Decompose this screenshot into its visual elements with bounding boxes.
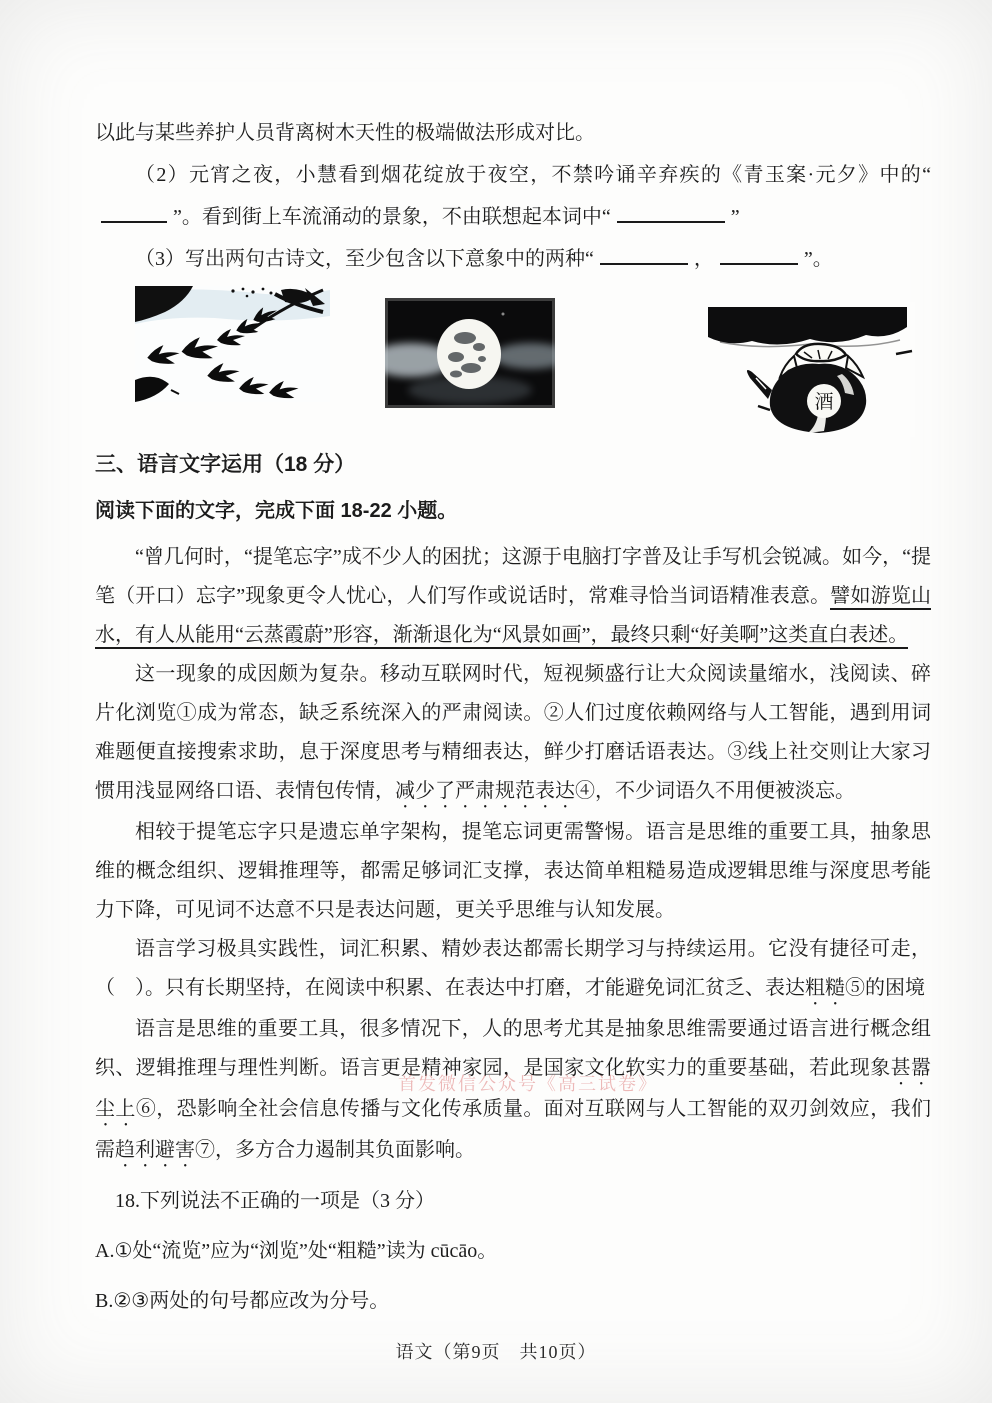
passage-paragraph-4: [95, 930, 931, 1010]
question18-option-b: B.②③两处的句号都应改为分号。: [95, 1290, 390, 1312]
imagery-illustrations-row: [95, 286, 931, 438]
p4-text-b: ⑤的困境: [845, 977, 925, 999]
passage-paragraph-1: [95, 538, 931, 655]
page-content: [95, 112, 931, 1322]
p5-text-b: ⑥，恐影响全社会信息传播与文化传承质量。面对互联网与人工智能的双刃剑效应，我们需: [95, 1098, 932, 1161]
page-footer: 语文（第9页 共10页）: [395, 1342, 597, 1362]
q17-part2-text-mid: ”。看到街上车流涌动的景象，不由联想起本词中“: [173, 206, 611, 228]
wine-character: 酒: [814, 392, 834, 413]
p5-emphasized-text-1: 甚嚣尘上: [95, 1057, 932, 1120]
question17-part3: [95, 238, 931, 280]
p5-text-a: 语言是思维的重要工具，很多情况下，人的思考尤其是抽象思维需要通过语言进行概念组织、逻辑推理与理性判断。语言更是精神家园，是国家文化软实力的重要基础，若此现象: [95, 1018, 931, 1079]
question18-option-a: A.①处“流览”应为“浏览”处“粗糙”读为 cūcāo。: [95, 1240, 498, 1262]
red-watermark: 首发微信公众号《高三试卷》: [398, 1074, 658, 1094]
reading-instruction: 阅读下面的文字，完成下面 18-22 小题。: [95, 500, 458, 522]
prelude-line: 以此与某些养护人员背离树木天性的极端做法形成对比。: [95, 122, 595, 144]
q17-part3-text-before: （3）写出两句古诗文，至少包含以下意象中的两种“: [135, 248, 594, 270]
answer-blank: [101, 205, 167, 223]
answer-blank: [720, 247, 798, 265]
p4-emphasized-text: 粗糙: [805, 977, 845, 999]
p1-underlined-text: 譬如游览山水，有人从能用“云蒸霞蔚”形容，渐渐退化为“风景如画”，最终只剩“好美啊”这类直白表述。: [95, 585, 931, 649]
p2-emphasized-text: 减少了严肃规范表达: [395, 780, 575, 802]
answer-blank: [617, 205, 725, 223]
wine-jug-image: [700, 302, 915, 437]
q17-part2-text-before: （2）元宵之夜，小慧看到烟花绽放于夜空，不禁吟诵辛弃疾的《青玉案·元夕》中的“: [135, 164, 931, 186]
p2-text-a: 这一现象的成因颇为复杂。移动互联网时代，短视频盛行让大众阅读量缩水，浅阅读、碎片化浏览①成为常态，缺乏系统深入的严肃阅读。②人们过度依赖网络与人工智能，遇到用词难题便直接搜索求助，息于深度思考与精细表达，鲜少打磨话语表达。③线上社交则让大家习惯用浅显网络口语、表情包传情，: [95, 663, 931, 802]
wild-geese-image: [135, 286, 330, 402]
p4-text-a: 语言学习极具实践性，词汇积累、精妙表达都需长期学习与持续运用。它没有捷径可走，（ ）。只有长期坚持，在阅读中积累、在表达中打磨，才能避免词汇贫乏、表达: [95, 938, 931, 999]
p1-normal-text: “曾几何时，“提笔忘字”成不少人的困扰；这源于电脑打字普及让手写机会锐减。如今，“提笔（开口）忘字”现象更令人忧心，人们写作或说话时，常难寻恰当词语精准表意。: [95, 546, 931, 607]
question18-stem: 18.下列说法不正确的一项是（3 分）: [115, 1190, 435, 1212]
q17-part3-text-after: ”。: [803, 248, 833, 270]
passage-paragraph-2: [95, 655, 931, 813]
p2-text-b: ④，不少词语久不用便被淡忘。: [575, 780, 855, 802]
section-heading: 三、语言文字运用（18 分）: [95, 453, 356, 476]
p5-text-c: ⑦，多方合力遏制其负面影响。: [195, 1139, 475, 1161]
passage-paragraph-5: [95, 1010, 931, 1172]
question17-part2: [95, 154, 931, 238]
p5-emphasized-text-2: 趋利避害: [115, 1139, 195, 1161]
passage-paragraph-3: 相较于提笔忘字只是遗忘单字架构，提笔忘词更需警惕。语言是思维的重要工具，抽象思维的概念组织、逻辑推理等，都需足够词汇支撑，表达简单粗糙易造成逻辑思维与深度思考能力下降，可见词不达意不只是表达问题，更关乎思维与认知发展。: [95, 821, 931, 921]
q17-part3-comma: ，: [693, 248, 714, 270]
q17-part2-text-after: ”: [730, 206, 740, 228]
moon-image: [385, 298, 555, 408]
answer-blank: [600, 247, 688, 265]
